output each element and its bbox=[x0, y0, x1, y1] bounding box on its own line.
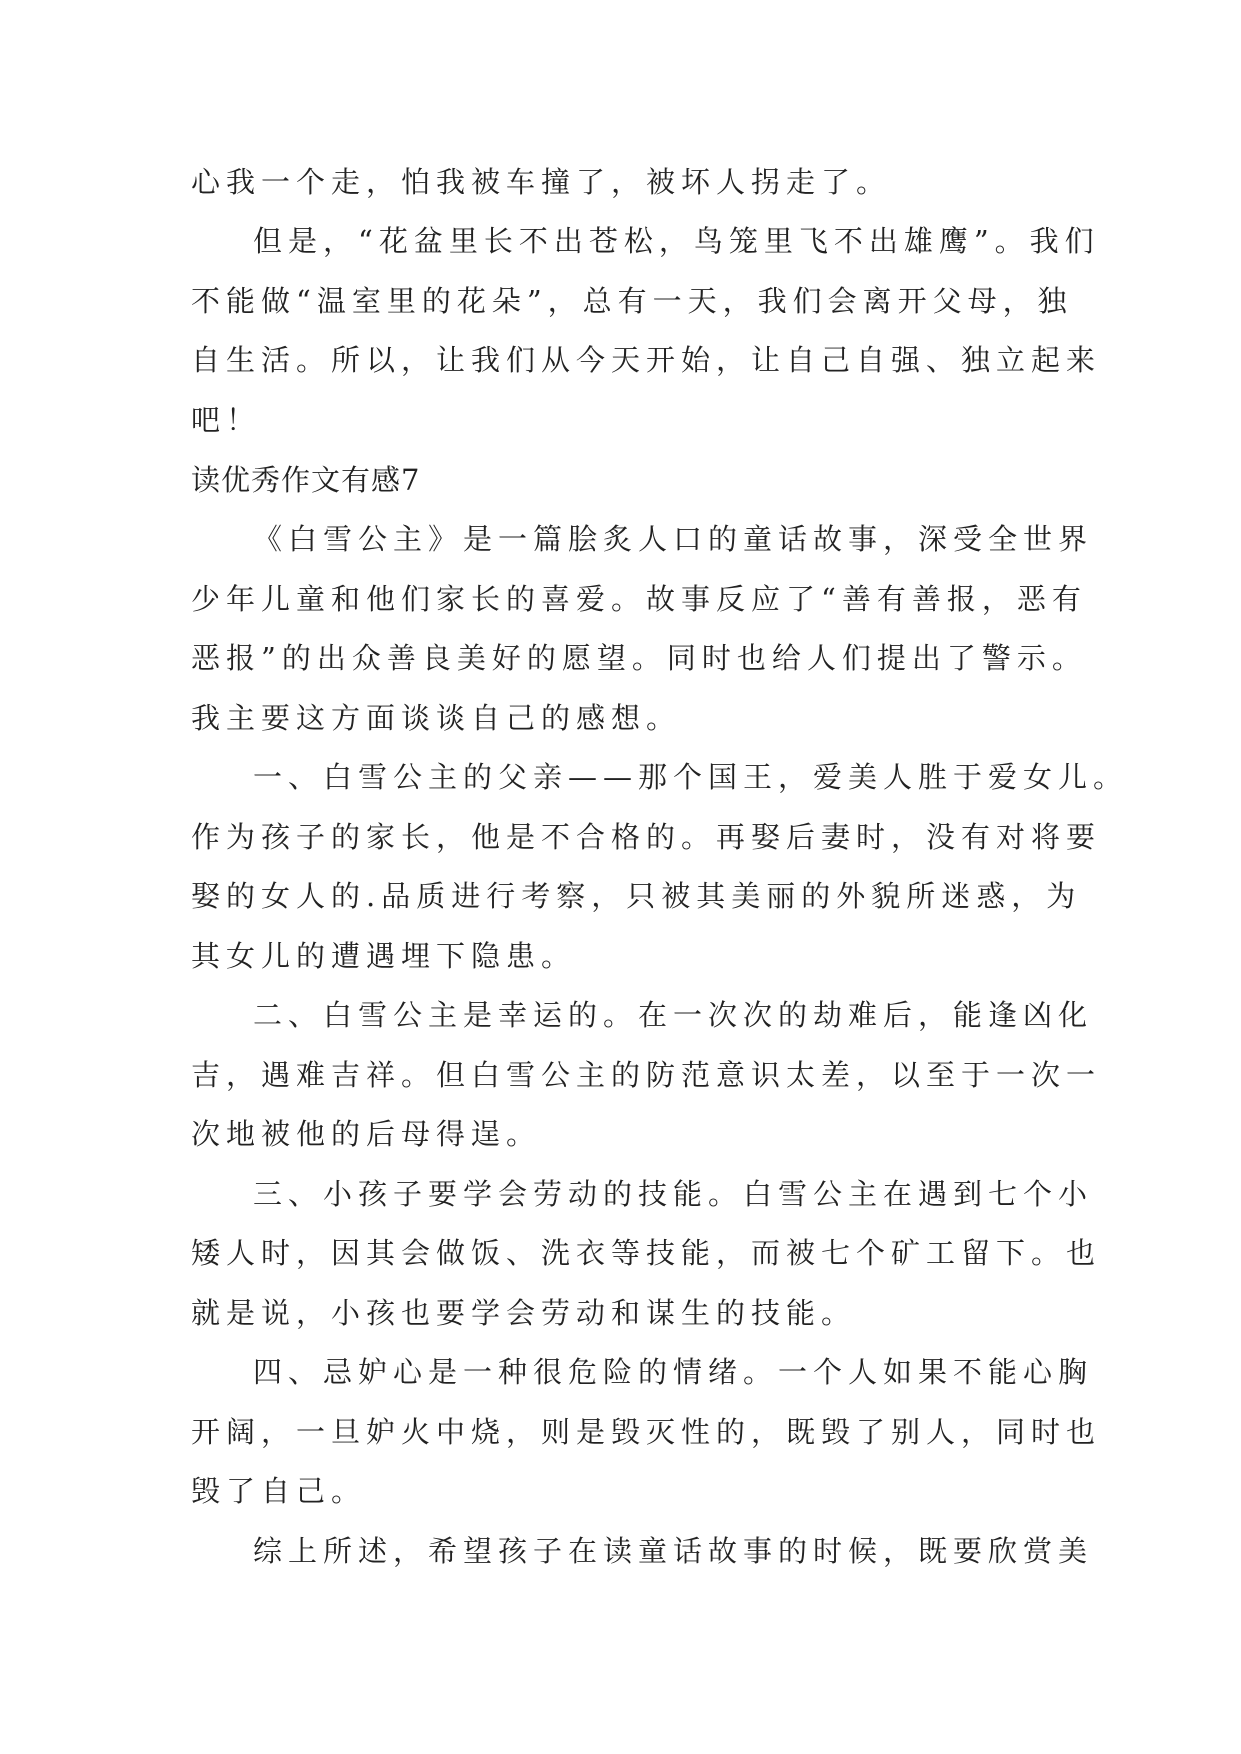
text-line: 就是说，小孩也要学会劳动和谋生的技能。 bbox=[191, 1296, 857, 1330]
text-line: 开阔，一旦妒火中烧，则是毁灭性的，既毁了别人，同时也 bbox=[191, 1415, 1102, 1449]
text-line: 二、白雪公主是幸运的。在一次次的劫难后，能逢凶化 bbox=[253, 998, 1094, 1032]
text-line: 不能做“温室里的花朵”，总有一天，我们会离开父母，独 bbox=[191, 284, 1073, 318]
text-line: 三、小孩子要学会劳动的技能。白雪公主在遇到七个小 bbox=[253, 1177, 1094, 1211]
text-line: 综上所述，希望孩子在读童话故事的时候，既要欣赏美 bbox=[253, 1534, 1094, 1568]
text-line: 《白雪公主》是一篇脍炙人口的童话故事，深受全世界 bbox=[253, 522, 1094, 556]
text-line: 矮人时，因其会做饭、洗衣等技能，而被七个矿工留下。也 bbox=[191, 1236, 1102, 1270]
text-line: 次地被他的后母得逞。 bbox=[191, 1117, 542, 1151]
text-line: 其女儿的遭遇埋下隐患。 bbox=[191, 939, 577, 973]
text-line: 一、白雪公主的父亲——那个国王，爱美人胜于爱女儿。 bbox=[253, 760, 1129, 794]
text-line: 吧！ bbox=[191, 403, 262, 437]
text-line: 四、忌妒心是一种很危险的情绪。一个人如果不能心胸 bbox=[253, 1355, 1094, 1389]
text-line: 娶的女人的.品质进行考察，只被其美丽的外貌所迷惑，为 bbox=[191, 879, 1082, 913]
text-line: 我主要这方面谈谈自己的感想。 bbox=[191, 701, 682, 735]
text-line: 毁了自己。 bbox=[191, 1474, 367, 1508]
text-line: 作为孩子的家长，他是不合格的。再娶后妻时，没有对将要 bbox=[191, 820, 1102, 854]
text-line: 但是，“花盆里长不出苍松，鸟笼里飞不出雄鹰”。我们 bbox=[253, 224, 1100, 258]
text-line: 吉，遇难吉祥。但白雪公主的防范意识太差，以至于一次一 bbox=[191, 1058, 1102, 1092]
text-line: 恶报”的出众善良美好的愿望。同时也给人们提出了警示。 bbox=[191, 641, 1087, 675]
text-line: 心我一个走，怕我被车撞了，被坏人拐走了。 bbox=[191, 165, 892, 199]
text-line: 自生活。所以，让我们从今天开始，让自己自强、独立起来 bbox=[191, 343, 1102, 377]
section-heading: 读优秀作文有感7 bbox=[191, 463, 421, 497]
text-line: 少年儿童和他们家长的喜爱。故事反应了“善有善报，恶有 bbox=[191, 582, 1087, 616]
